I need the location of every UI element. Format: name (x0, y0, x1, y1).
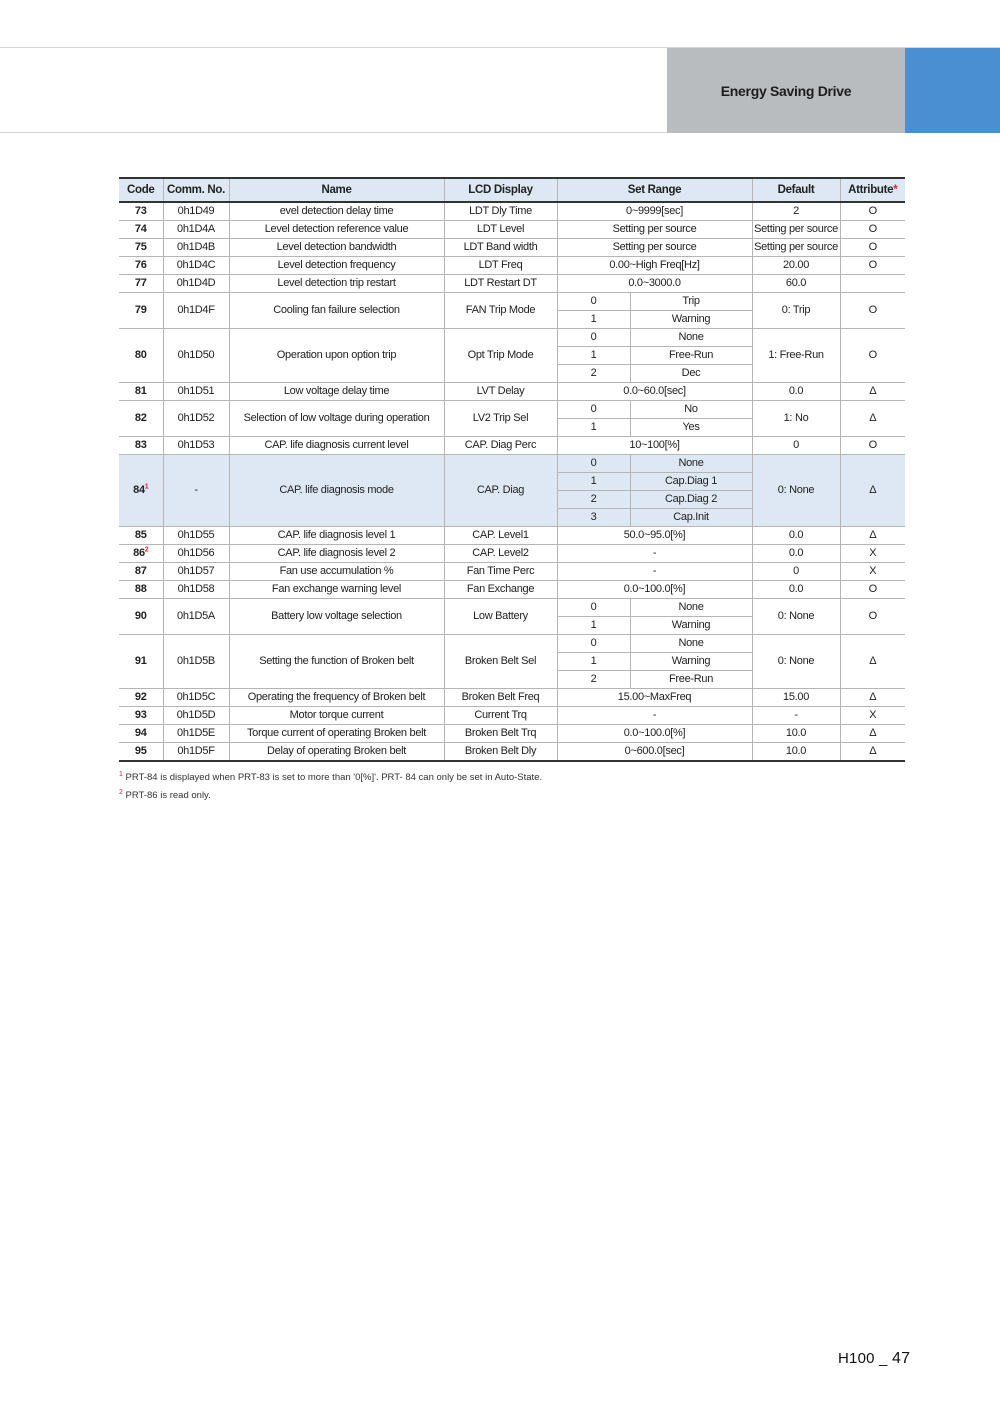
cell-comm-no: 0h1D51 (163, 383, 229, 401)
parameter-table (119, 177, 905, 762)
code-value: 91 (134, 655, 147, 667)
code-value: 95 (134, 745, 147, 757)
cell-set-range: 0~9999[sec] (557, 202, 752, 221)
code-value: 87 (134, 565, 147, 577)
table-row (119, 563, 905, 581)
cell-name: Level detection bandwidth (229, 239, 444, 257)
cell-attribute: Δ (840, 383, 905, 401)
cell-comm-no: 0h1D4C (163, 257, 229, 275)
cell-option-value: 0 (557, 329, 630, 347)
code-value: 75 (134, 241, 147, 253)
table-row (119, 545, 905, 563)
cell-default: 1: No (752, 401, 840, 437)
cell-default: 0.0 (752, 383, 840, 401)
cell-name: Cooling fan failure selection (229, 293, 444, 329)
footnotes (119, 767, 542, 803)
cell-lcd-display: LDT Restart DT (444, 275, 557, 293)
cell-default: 0.0 (752, 581, 840, 599)
cell-attribute: O (840, 329, 905, 383)
cell-comm-no: 0h1D4A (163, 221, 229, 239)
cell-default: 0: None (752, 455, 840, 527)
table-header-row (119, 178, 905, 202)
cell-set-range: Setting per source (557, 221, 752, 239)
cell-lcd-display: Broken Belt Sel (444, 635, 557, 689)
cell-attribute: Δ (840, 455, 905, 527)
cell-lcd-display: FAN Trip Mode (444, 293, 557, 329)
cell-code (119, 581, 163, 599)
section-title-tab (667, 48, 905, 133)
code-value: 85 (134, 529, 147, 541)
col-comm-no: Comm. No. (163, 178, 229, 202)
code-value: 77 (134, 277, 147, 289)
cell-code (119, 689, 163, 707)
table-row (119, 707, 905, 725)
table-row (119, 329, 905, 347)
cell-lcd-display: Current Trq (444, 707, 557, 725)
table-row (119, 581, 905, 599)
cell-default: 10.0 (752, 725, 840, 743)
cell-lcd-display: LDT Level (444, 221, 557, 239)
cell-lcd-display: Low Battery (444, 599, 557, 635)
cell-option-value: 1 (557, 653, 630, 671)
cell-name: Motor torque current (229, 707, 444, 725)
cell-comm-no: 0h1D5F (163, 743, 229, 762)
cell-code (119, 329, 163, 383)
cell-comm-no: 0h1D53 (163, 437, 229, 455)
cell-code (119, 599, 163, 635)
code-value: 83 (134, 439, 147, 451)
cell-option-label: Warning (630, 311, 752, 329)
accent-block (905, 48, 1000, 133)
col-lcd-display: LCD Display (444, 178, 557, 202)
cell-default: 0: None (752, 635, 840, 689)
cell-code (119, 293, 163, 329)
cell-option-value: 1 (557, 347, 630, 365)
cell-set-range: 0.0~3000.0 (557, 275, 752, 293)
footer-separator: _ (879, 1350, 888, 1367)
cell-comm-no: 0h1D5D (163, 707, 229, 725)
cell-option-value: 1 (557, 311, 630, 329)
cell-option-value: 2 (557, 365, 630, 383)
cell-name: CAP. life diagnosis level 1 (229, 527, 444, 545)
cell-default: 0: None (752, 599, 840, 635)
table-row (119, 725, 905, 743)
cell-comm-no: 0h1D5A (163, 599, 229, 635)
cell-comm-no: 0h1D50 (163, 329, 229, 383)
cell-name: evel detection delay time (229, 202, 444, 221)
attribute-asterisk: * (893, 184, 898, 196)
cell-code (119, 239, 163, 257)
code-value: 90 (134, 610, 147, 622)
code-value: 86 (133, 547, 145, 559)
col-attribute (840, 178, 905, 202)
table-row (119, 689, 905, 707)
cell-comm-no: 0h1D57 (163, 563, 229, 581)
cell-code (119, 202, 163, 221)
cell-attribute: O (840, 293, 905, 329)
col-attribute-label: Attribute (848, 184, 894, 196)
cell-attribute: O (840, 202, 905, 221)
cell-default: 1: Free-Run (752, 329, 840, 383)
cell-name: Operating the frequency of Broken belt (229, 689, 444, 707)
cell-set-range: 0.0~100.0[%] (557, 581, 752, 599)
cell-option-label: None (630, 455, 752, 473)
code-value: 84 (133, 484, 145, 496)
cell-option-value: 0 (557, 401, 630, 419)
cell-option-label: Cap.Diag 2 (630, 491, 752, 509)
page-footer (838, 1350, 910, 1368)
cell-lcd-display: CAP. Level1 (444, 527, 557, 545)
cell-attribute: X (840, 545, 905, 563)
cell-name: Level detection frequency (229, 257, 444, 275)
table-row (119, 635, 905, 653)
cell-name: Level detection trip restart (229, 275, 444, 293)
table-row (119, 401, 905, 419)
cell-comm-no: 0h1D56 (163, 545, 229, 563)
code-value: 80 (134, 349, 147, 361)
cell-option-label: Cap.Init (630, 509, 752, 527)
code-value: 82 (134, 412, 147, 424)
cell-default: 0.0 (752, 545, 840, 563)
cell-option-label: Dec (630, 365, 752, 383)
cell-comm-no: 0h1D58 (163, 581, 229, 599)
cell-code (119, 383, 163, 401)
cell-name: Setting the function of Broken belt (229, 635, 444, 689)
cell-lcd-display: Broken Belt Dly (444, 743, 557, 762)
footnote-2 (119, 785, 542, 803)
cell-option-label: Cap.Diag 1 (630, 473, 752, 491)
cell-option-label: Free-Run (630, 671, 752, 689)
cell-code (119, 275, 163, 293)
cell-code (119, 437, 163, 455)
table-row (119, 202, 905, 221)
cell-option-value: 0 (557, 293, 630, 311)
cell-option-value: 0 (557, 599, 630, 617)
cell-name: Operation upon option trip (229, 329, 444, 383)
cell-set-range: - (557, 545, 752, 563)
cell-lcd-display: Opt Trip Mode (444, 329, 557, 383)
cell-attribute: X (840, 563, 905, 581)
cell-lcd-display: LDT Band width (444, 239, 557, 257)
cell-option-label: Yes (630, 419, 752, 437)
cell-default: Setting per source (752, 239, 840, 257)
cell-default: 2 (752, 202, 840, 221)
cell-lcd-display: Broken Belt Trq (444, 725, 557, 743)
cell-comm-no: 0h1D55 (163, 527, 229, 545)
cell-lcd-display: Fan Time Perc (444, 563, 557, 581)
cell-name: Fan exchange warning level (229, 581, 444, 599)
cell-name: Selection of low voltage during operation (229, 401, 444, 437)
col-default: Default (752, 178, 840, 202)
cell-lcd-display: LV2 Trip Sel (444, 401, 557, 437)
cell-option-value: 1 (557, 473, 630, 491)
cell-comm-no: 0h1D52 (163, 401, 229, 437)
cell-lcd-display: CAP. Diag Perc (444, 437, 557, 455)
cell-lcd-display: LDT Freq (444, 257, 557, 275)
cell-code (119, 257, 163, 275)
cell-option-label: None (630, 329, 752, 347)
cell-option-value: 0 (557, 635, 630, 653)
cell-lcd-display: CAP. Level2 (444, 545, 557, 563)
cell-comm-no: 0h1D5E (163, 725, 229, 743)
cell-option-value: 3 (557, 509, 630, 527)
cell-set-range: 0.0~60.0[sec] (557, 383, 752, 401)
cell-code (119, 563, 163, 581)
cell-default: 15.00 (752, 689, 840, 707)
footnote-text: PRT-84 is displayed when PRT-83 is set to more than '0[%]'. PRT- 84 can only be set in Auto-State. (125, 772, 543, 784)
cell-name: Low voltage delay time (229, 383, 444, 401)
header-rule (0, 132, 667, 133)
cell-option-label: Trip (630, 293, 752, 311)
code-value: 81 (134, 385, 147, 397)
cell-name: CAP. life diagnosis current level (229, 437, 444, 455)
cell-option-label: Warning (630, 617, 752, 635)
cell-set-range: 0.0~100.0[%] (557, 725, 752, 743)
cell-option-value: 0 (557, 455, 630, 473)
cell-lcd-display: CAP. Diag (444, 455, 557, 527)
cell-option-label: None (630, 599, 752, 617)
cell-attribute: O (840, 221, 905, 239)
footnote-ref: 1 (144, 483, 149, 491)
cell-default: 0 (752, 563, 840, 581)
table-row (119, 293, 905, 311)
cell-set-range: 10~100[%] (557, 437, 752, 455)
cell-code (119, 455, 163, 527)
table-row (119, 239, 905, 257)
cell-attribute: Δ (840, 527, 905, 545)
cell-code (119, 743, 163, 762)
cell-attribute: O (840, 599, 905, 635)
section-title: Energy Saving Drive (720, 82, 852, 99)
col-code: Code (119, 178, 163, 202)
cell-code (119, 527, 163, 545)
cell-comm-no: 0h1D49 (163, 202, 229, 221)
table-row (119, 455, 905, 473)
code-value: 76 (134, 259, 147, 271)
page-number: 47 (891, 1350, 911, 1367)
product-name: H100 (838, 1350, 875, 1367)
cell-default: 0: Trip (752, 293, 840, 329)
cell-set-range: 15.00~MaxFreq (557, 689, 752, 707)
cell-code (119, 725, 163, 743)
cell-comm-no: 0h1D4F (163, 293, 229, 329)
cell-name: CAP. life diagnosis mode (229, 455, 444, 527)
footnote-1 (119, 767, 542, 785)
cell-default: 0.0 (752, 527, 840, 545)
cell-default: 0 (752, 437, 840, 455)
cell-comm-no: 0h1D5C (163, 689, 229, 707)
cell-default: 60.0 (752, 275, 840, 293)
table-row (119, 599, 905, 617)
cell-option-label: Warning (630, 653, 752, 671)
cell-lcd-display: LDT Dly Time (444, 202, 557, 221)
footnote-mark: 1 (119, 771, 123, 778)
cell-attribute: Δ (840, 635, 905, 689)
cell-attribute (840, 275, 905, 293)
table-row (119, 437, 905, 455)
cell-option-label: No (630, 401, 752, 419)
code-value: 88 (134, 583, 147, 595)
cell-attribute: Δ (840, 725, 905, 743)
cell-name: Torque current of operating Broken belt (229, 725, 444, 743)
cell-code (119, 545, 163, 563)
table-row (119, 527, 905, 545)
cell-attribute: O (840, 581, 905, 599)
cell-name: Level detection reference value (229, 221, 444, 239)
code-value: 94 (134, 727, 147, 739)
cell-comm-no: - (163, 455, 229, 527)
cell-option-value: 1 (557, 419, 630, 437)
cell-name: Battery low voltage selection (229, 599, 444, 635)
table-row (119, 743, 905, 762)
cell-lcd-display: LVT Delay (444, 383, 557, 401)
footnote-text: PRT-86 is read only. (125, 790, 211, 802)
cell-attribute: O (840, 437, 905, 455)
table-row (119, 257, 905, 275)
code-value: 92 (134, 691, 147, 703)
cell-option-label: None (630, 635, 752, 653)
cell-set-range: Setting per source (557, 239, 752, 257)
table-body (119, 202, 905, 761)
code-value: 79 (134, 304, 147, 316)
cell-code (119, 635, 163, 689)
cell-set-range: 50.0~95.0[%] (557, 527, 752, 545)
cell-name: Delay of operating Broken belt (229, 743, 444, 762)
cell-option-value: 2 (557, 671, 630, 689)
cell-code (119, 401, 163, 437)
cell-lcd-display: Fan Exchange (444, 581, 557, 599)
cell-code (119, 221, 163, 239)
cell-option-value: 2 (557, 491, 630, 509)
footnote-mark: 2 (119, 789, 123, 797)
code-value: 73 (134, 205, 147, 217)
cell-comm-no: 0h1D4D (163, 275, 229, 293)
cell-comm-no: 0h1D5B (163, 635, 229, 689)
cell-default: Setting per source (752, 221, 840, 239)
cell-default: 20.00 (752, 257, 840, 275)
cell-option-label: Free-Run (630, 347, 752, 365)
cell-set-range: 0~600.0[sec] (557, 743, 752, 762)
cell-attribute: Δ (840, 743, 905, 762)
code-value: 74 (134, 223, 147, 235)
cell-option-value: 1 (557, 617, 630, 635)
footnote-ref: 2 (144, 546, 149, 554)
col-name: Name (229, 178, 444, 202)
cell-attribute: Δ (840, 689, 905, 707)
cell-set-range: 0.00~High Freq[Hz] (557, 257, 752, 275)
cell-comm-no: 0h1D4B (163, 239, 229, 257)
cell-set-range: - (557, 563, 752, 581)
cell-attribute: O (840, 239, 905, 257)
cell-default: - (752, 707, 840, 725)
cell-default: 10.0 (752, 743, 840, 762)
table-row (119, 383, 905, 401)
cell-attribute: Δ (840, 401, 905, 437)
table-row (119, 275, 905, 293)
cell-attribute: X (840, 707, 905, 725)
cell-attribute: O (840, 257, 905, 275)
col-set-range: Set Range (557, 178, 752, 202)
cell-name: Fan use accumulation % (229, 563, 444, 581)
table-row (119, 221, 905, 239)
code-value: 93 (134, 709, 147, 721)
cell-set-range: - (557, 707, 752, 725)
cell-code (119, 707, 163, 725)
cell-name: CAP. life diagnosis level 2 (229, 545, 444, 563)
cell-lcd-display: Broken Belt Freq (444, 689, 557, 707)
